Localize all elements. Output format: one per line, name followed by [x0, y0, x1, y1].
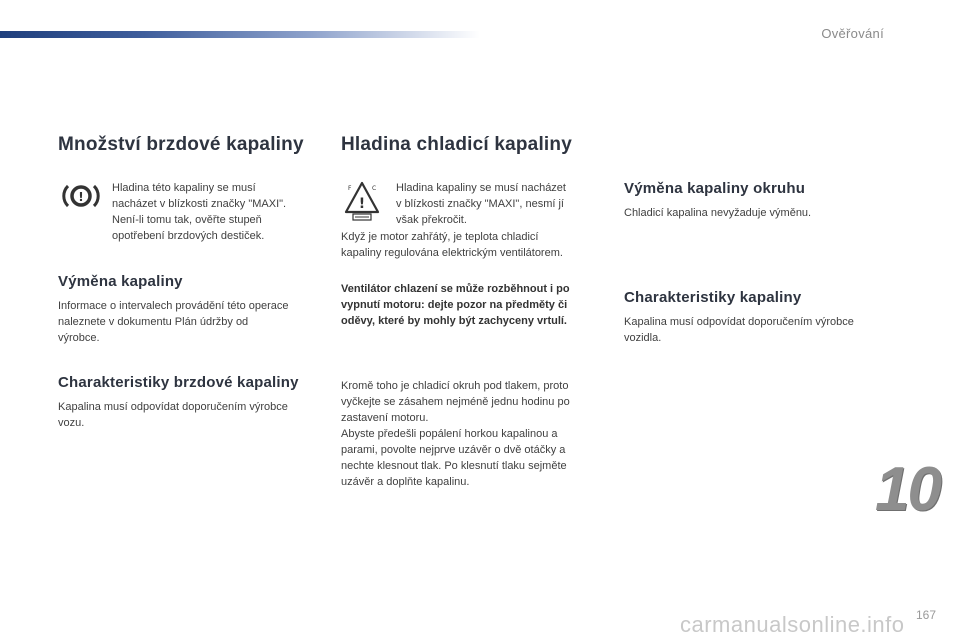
svg-text:!: !: [78, 190, 84, 204]
brake-spec-title: Charakteristiky brzdové kapaliny: [58, 374, 299, 391]
coolant-intro: [396, 180, 606, 228]
brake-fluid-spec: [58, 374, 338, 431]
brake-change-line: Informace o intervalech provádění této operace: [58, 300, 289, 312]
coolant-text-line: vyčkejte se zásahem nejméně jednu hodinu po: [341, 396, 570, 408]
brake-fluid-section: [58, 134, 328, 156]
header-gradient-bar: [0, 31, 480, 38]
coolant-text-line: uzávěr a doplňte kapalinu.: [341, 476, 470, 488]
page-number: 167: [915, 608, 936, 622]
coolant-text-line: Když je motor zahřátý, je teplota chladicí: [341, 231, 539, 243]
coolant-warning-icon: [344, 180, 380, 222]
brake-fluid-title: Množství brzdové kapaliny: [58, 134, 304, 155]
brake-change-title: Výměna kapaliny: [58, 273, 183, 290]
brake-warning-icon: [62, 182, 100, 210]
brake-fluid-change: [58, 273, 328, 346]
fan-warning-line: vypnutí motoru: dejte pozor na předměty či: [341, 299, 568, 311]
coolant-title: Hladina chladicí kapaliny: [341, 134, 572, 155]
brake-spec-line: Kapalina musí odpovídat doporučením výrobce: [58, 401, 288, 413]
coolant-section: [341, 134, 611, 156]
section-label: Ověřování: [821, 26, 884, 41]
coolant-change-title: Výměna kapaliny okruhu: [624, 180, 806, 197]
coolant-spec-line: Kapalina musí odpovídat doporučením výrobce: [624, 316, 854, 328]
coolant-text-line: parami, povolte nejprve uzávěr o dvě otáčky a: [341, 444, 566, 456]
fan-warning: [341, 281, 611, 329]
coolant-spec-title: Charakteristiky kapaliny: [624, 289, 802, 306]
coolant-spec-line: vozidla.: [624, 332, 662, 344]
coolant-intro-line: Hladina kapaliny se musí nacházet: [396, 182, 566, 194]
coolant-text-line: Abyste předešli popálení horkou kapalinou a: [341, 428, 558, 440]
coolant-intro-line: však překročit.: [396, 214, 467, 226]
coolant-text-1: [341, 229, 611, 261]
watermark: carmanualsonline.info: [680, 612, 905, 637]
brake-change-line: naleznete v dokumentu Plán údržby od: [58, 316, 249, 328]
chapter-number: 10: [875, 455, 940, 524]
coolant-text-line: nechte klesnout tlak. Po klesnutí tlaku sejměte: [341, 460, 567, 472]
brake-intro-line: Není-li tomu tak, ověřte stupeň: [112, 214, 262, 226]
coolant-spec: [624, 289, 904, 346]
coolant-text-line: kapaliny regulována elektrickým ventilátorem.: [341, 247, 563, 259]
brake-intro-line: Hladina této kapaliny se musí: [112, 182, 256, 194]
brake-intro-line: opotřebení brzdových destiček.: [112, 230, 265, 242]
brake-change-line: výrobce.: [58, 332, 100, 344]
coolant-intro-line: v blízkosti značky "MAXI", nesmí jí: [396, 198, 564, 210]
svg-text:F: F: [348, 185, 352, 192]
coolant-text-line: Kromě toho je chladicí okruh pod tlakem, proto: [341, 380, 569, 392]
brake-fluid-intro: [112, 180, 322, 244]
svg-text:C: C: [372, 185, 377, 192]
svg-text:!: !: [358, 196, 366, 212]
brake-intro-line: nacházet v blízkosti značky "MAXI".: [112, 198, 287, 210]
fan-warning-line: oděvy, které by mohly být zachyceny vrtulí.: [341, 315, 567, 327]
coolant-change: [624, 180, 904, 221]
fan-warning-line: Ventilátor chlazení se může rozběhnout i po: [341, 283, 570, 295]
coolant-text-2: [341, 378, 616, 490]
coolant-change-line: Chladicí kapalina nevyžaduje výměnu.: [624, 207, 812, 219]
brake-spec-line: vozu.: [58, 417, 85, 429]
coolant-text-line: zastavení motoru.: [341, 412, 429, 424]
